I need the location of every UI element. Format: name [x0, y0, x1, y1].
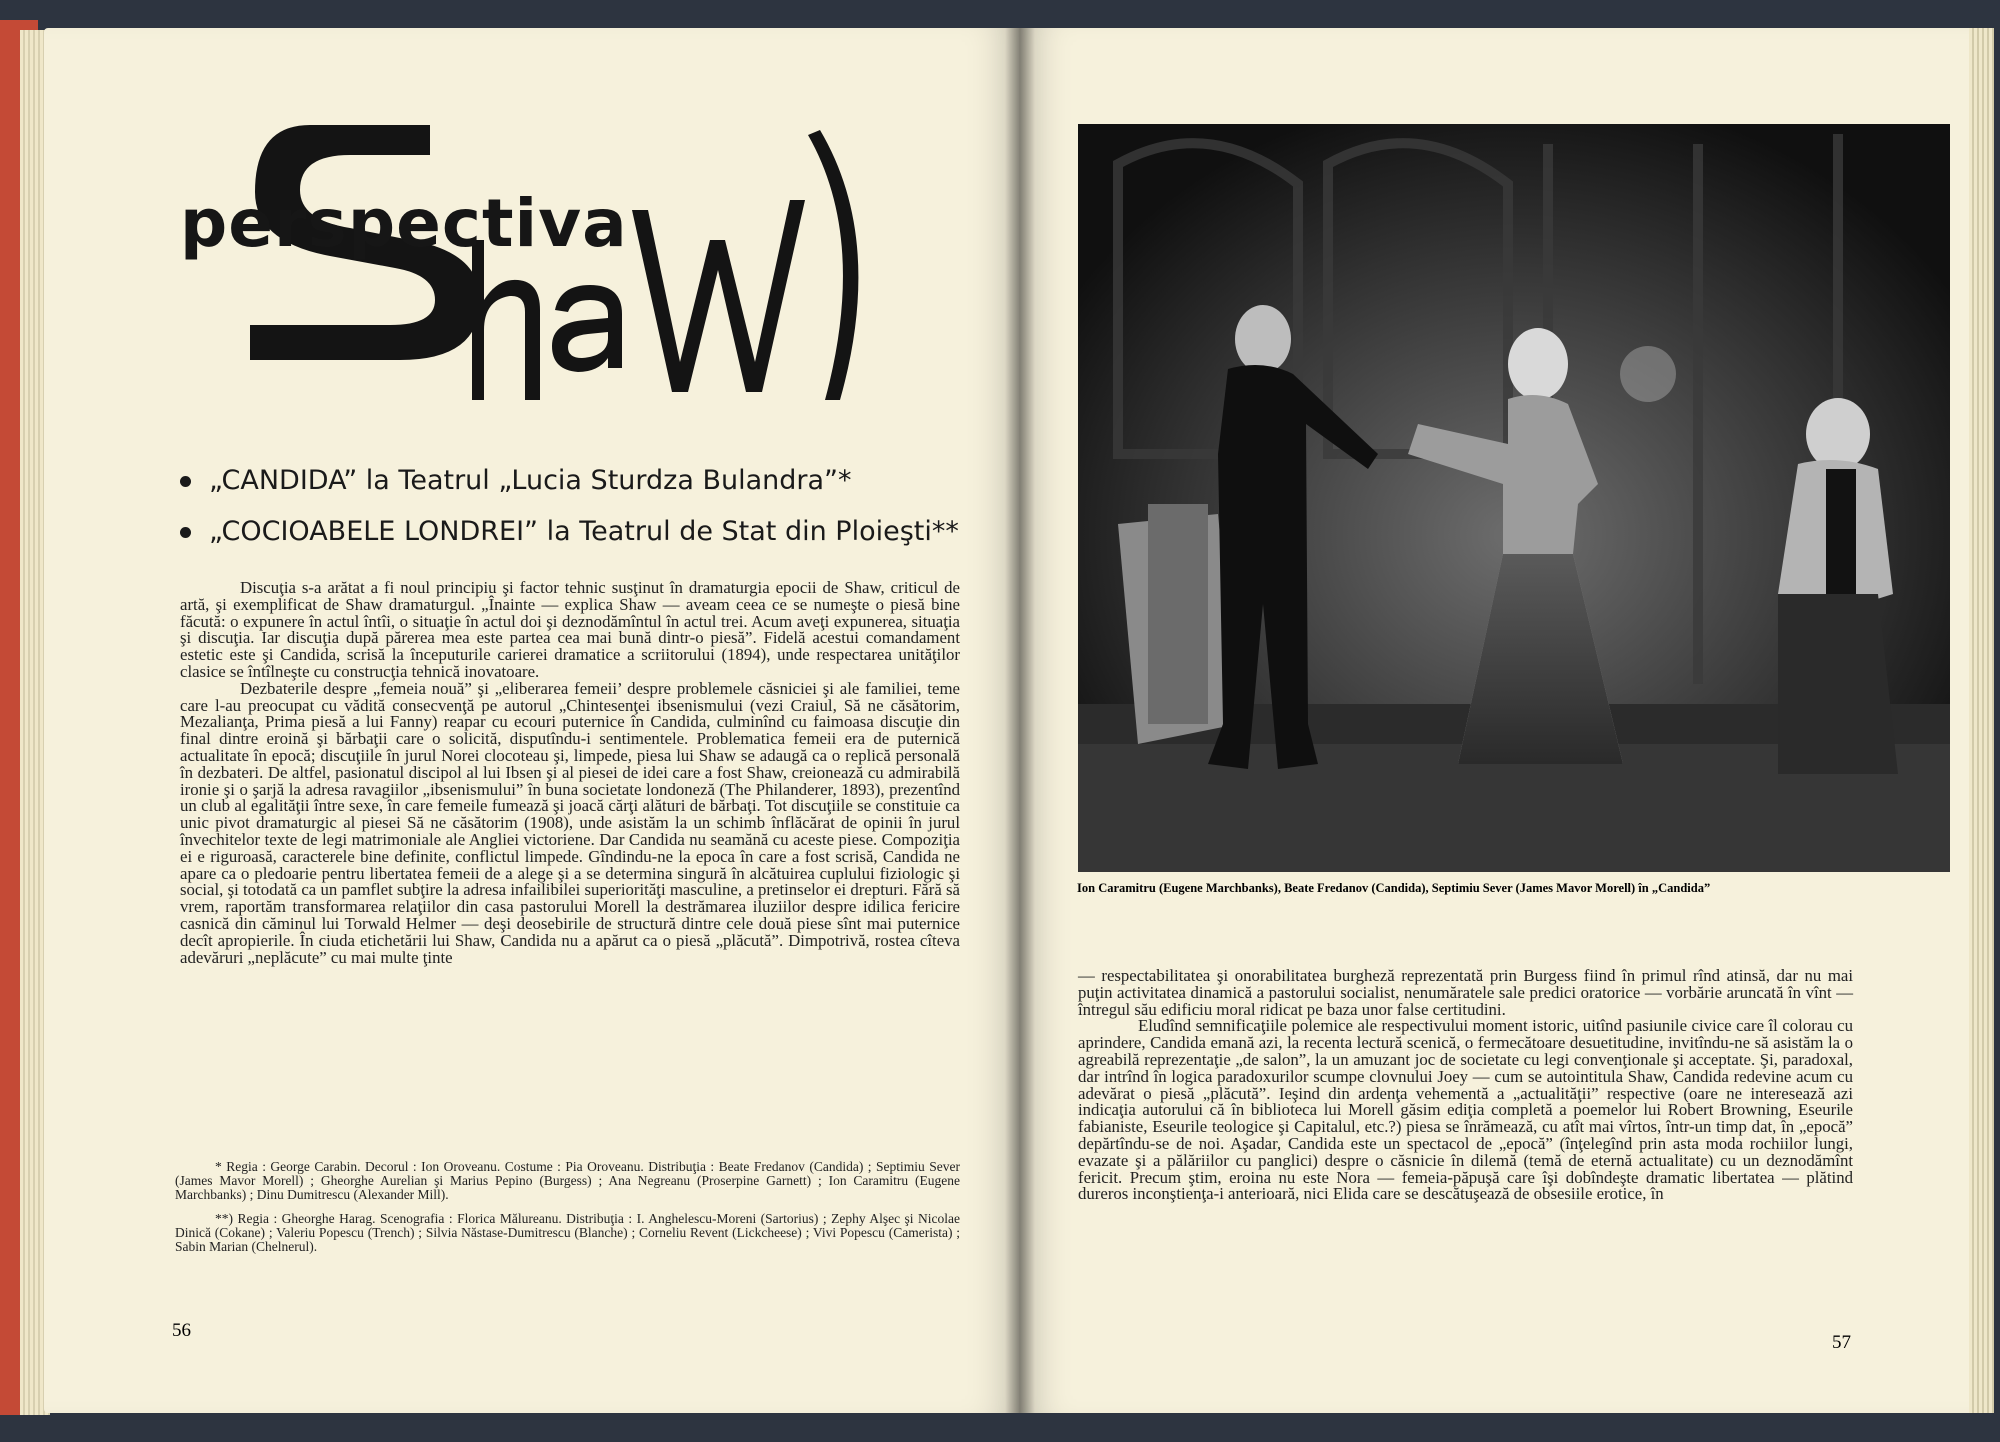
bullet-text: „COCIOABELE LONDREI” la Teatrul de Stat din Ploieşti** [209, 516, 959, 547]
bullet-dot-icon [180, 527, 191, 538]
paragraph: Eludînd semnificaţiile polemice ale respectivului moment istoric, uitînd pasiunile civice care îl colorau cu aprindere, Candida emană azi, la recenta lectură scenică, o fermecătoare desuetitudine, invitîndu-ne să asistăm la o agreabilă reprezentaţie „de salon”, la un amuzant joc de societate cu legi convenţionale şi acceptate. Şi, paradoxal, dar intrînd în logica paradoxurilor scumpe clovnului Joey — cum se autointitula Shaw, Candida redevine acum cu adevărat o piesă „plăcută”. Ieşind din ardenţa vehementă a „actualităţii” respective (oare ne interesează azi indicaţia autorului că în biblioteca lui Morell găsim ediţia completă a poemelor lui Robert Browning, Eseurile fabianiste, Eseurile teologice şi Capitalul, etc.?) piesa se înrămează, cu atît mai vîrtos, într-un timp dat, în „epocă” depărtîndu-se de noi. Aşadar, Candida este un spectacol de „epocă” (înţelegînd prin asta moda rochiilor lungi, evazate şi a pălăriilor cu panglici) despre o căsnicie în dilemă (temă de eternă actualitate) cu un deznodămînt fericit. Precum ştim, eroina nu este Nora — femeia-păpuşă care îşi dobîndeşte dramatic libertatea — plătind dureros inconştienţa-i anterioară, nici Elida care se descătuşează de obsesiile erotice, în [1078, 1016, 1853, 1204]
paragraph: Dezbaterile despre „femeia nouă” şi „eliberarea femeii’ despre problemele căsniciei şi ale familiei, teme care l-au preocupat cu vădită consecvenţă pe autorul „Chintesenţei ibsenismului (vezi Craiul, Să ne căsătorim, Mezalianţa, Prima piesă a lui Fanny) reapar cu ecouri puternice în Candida, culminînd cu faimoasa discuţie din final dintre eroină şi bărbaţii care o solicită, disputîndu-i sentimentele. Problematica femeii era de puternică actualitate în epocă; discuţiile în jurul Norei clocoteau şi, limpede, piesa lui Shaw se adaugă ca o replică personală în dezbateri. De altfel, pasionatul discipol al lui Ibsen şi al piesei de idei care a fost Shaw, creionează cu admirabilă ironie şi o şarjă la adresa ravagiilor „ibsenismului” în buna societate londoneză (The Philanderer, 1893), prezentînd un club al egalităţii între sexe, în care femeile fumează şi joacă cărţi alături de bărbaţi. Tot discuţiile se constituie ca unic pivot dramaturgic al piesei Să ne căsătorim (1908), unde asistăm la un schimb înflăcărat de opinii în jurul învechitelor texte de legi matrimoniale ale Angliei victoriene. Dar Candida nu seamănă cu aceste piese. Compoziţia ei e riguroasă, caracterele bine definite, conflictul limpede. Gîndindu-ne la epoca în care a fost scrisă, Candida ne apare ca o pledoarie pentru libertatea femeii de a alege şi a se determina singură în alcătuirea cuplului fiziologic şi social, şi totodată ca un pamflet subţire la adresa infailibilei superiorităţi masculine, a pretinselor ei drepturi. Fără să vrem, raportăm transformarea relaţiilor din casa pastorului Morell la destrămarea iluziilor despre idilica fericire casnică din căminul lui Torwald Helmer — deşi deosebirile de structură dintre cele două piese sînt mai puternice decît apropierile. În ciuda etichetării lui Shaw, Candida nu a apărut ca o piesă „plăcută”. Dimpotrivă, rostea cîteva adevăruri „neplăcute” cu mai multe ţinte [180, 678, 960, 967]
title-word: perspectiva [180, 185, 628, 262]
bullet-item [180, 516, 980, 547]
bracket-curve [808, 130, 858, 400]
letter-w-shape [632, 200, 805, 392]
left-article-body [180, 580, 960, 966]
book-spine [1005, 28, 1035, 1413]
stage-photo-graphic [1078, 124, 1950, 872]
paragraph: Discuţia s-a arătat a fi noul principiu şi factor tehnic susţinut în dramaturgia epocii de Shaw, criticul de artă, şi exemplificat de Shaw dramaturgul. „Înainte — explica Shaw — aveam ceea ce se numeşte o piesă bine făcută: o expunere în actul întîi, o situaţie în actul doi şi deznodămîntul în actul trei. Acum aveţi expunerea, situaţia şi discuţia. Iar discuţia după părerea mea este partea cea mai bună dintr-o piesă”. Fidelă acestui comandament estetic este şi Candida, scrisă la începuturile carierei dramatice a scriitorului (1894), unde respectarea unităţilor clasice se întîlneşte cu construcţia tehnică inovatoare. [180, 578, 960, 681]
letter-a-shape [552, 285, 622, 372]
right-article-body [1078, 968, 1853, 1203]
photo-caption: Ion Caramitru (Eugene Marchbanks), Beate Fredanov (Candida), Septimiu Sever (James Mavor Morell) în „Candida” [1077, 881, 1711, 895]
paragraph: — respectabilitatea şi onorabilitatea burgheză reprezentată prin Burgess fiind în primul rînd atinsă, dar nu mai puţin activitatea dinamică a pastorului socialist, nenumăratele sale predici oratorice — vorbărie aruncată în vînt — întregul său edificiu moral ridicat pe baza unor false certitudini. [1078, 966, 1853, 1019]
bullet-list [180, 465, 980, 567]
title-logo [180, 100, 920, 400]
letter-h-shape [472, 240, 540, 400]
footnote: * Regia : George Carabin. Decorul : Ion Oroveanu. Costume : Pia Oroveanu. Distribuţia : Beate Fredanov (Candida) ; Septimiu Sever (James Mavor Morell) ; Gheorghe Aurelian şi Marius Pepino (Burgess) ; Ana Negreanu (Proserpine Garnett) ; Ion Caramitru (Eugene Marchbanks) ; Dinu Dumitrescu (Alexander Mill). [175, 1159, 960, 1202]
footnote: **) Regia : Gheorghe Harag. Scenografia : Florica Mălureanu. Distribuţia : I. Anghelescu-Moreni (Sartorius) ; Zephy Alşec şi Nicolae Dinică (Cokane) ; Valeriu Popescu (Trench) ; Silvia Năstase-Dumitrescu (Blanche) ; Corneliu Revent (Lickcheese) ; Vivi Popescu (Camerista) ; Sabin Marian (Chelnerul). [175, 1211, 960, 1254]
bullet-dot-icon [180, 476, 191, 487]
footnotes [175, 1160, 960, 1264]
stage-photo [1078, 124, 1950, 872]
bullet-item [180, 465, 980, 496]
bullet-text: „CANDIDA” la Teatrul „Lucia Sturdza Bulandra”* [209, 465, 852, 496]
page-number-right: 57 [1832, 1332, 1851, 1353]
page-number-left: 56 [172, 1320, 191, 1341]
page-stack-right [1969, 28, 1994, 1413]
